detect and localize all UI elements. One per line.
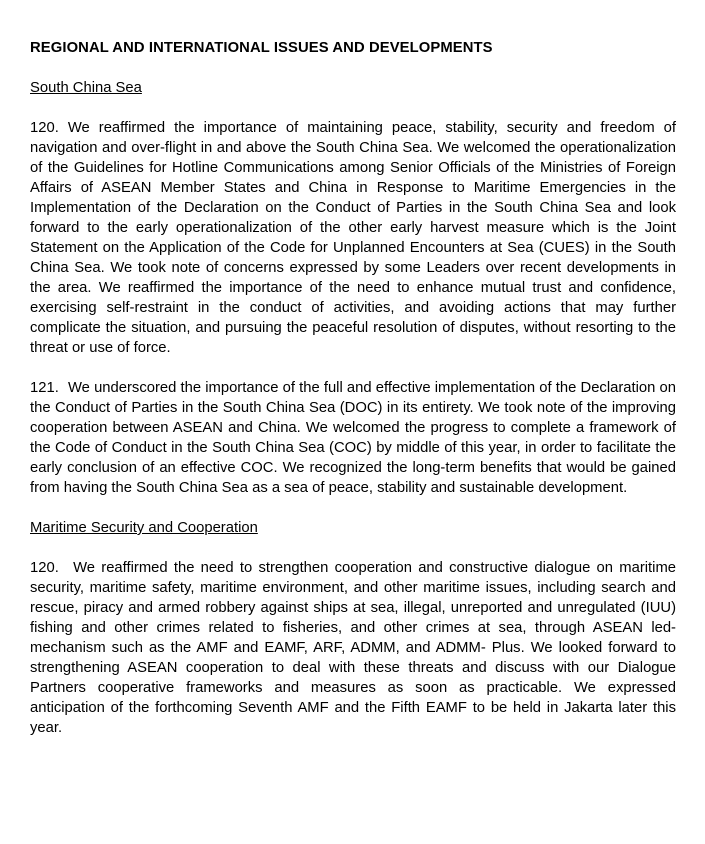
paragraph-number: 120.	[30, 120, 59, 136]
section-heading-south-china-sea: South China Sea	[30, 80, 142, 96]
paragraph-120-south-china-sea	[30, 118, 676, 358]
paragraph-number: 120.	[30, 560, 59, 576]
paragraph-121-south-china-sea	[30, 378, 676, 498]
document-title: REGIONAL AND INTERNATIONAL ISSUES AND DEVELOPMENTS	[30, 40, 493, 56]
paragraph-text: We reaffirmed the need to strengthen cooperation and constructive dialogue on maritime security, maritime safety, maritime environment, and other maritime issues, including search and rescue, piracy and armed robbery against ships at sea, illegal, unreported and unregulated (IUU) fishing and other crimes related to fisheries, and other crimes at sea, through ASEAN led-mechanism such as the AMF and EAMF, ARF, ADMM, and ADMM- Plus. We looked forward to strengthening ASEAN cooperation to deal with these threats and discuss with our Dialogue Partners cooperative frameworks and measures as soon as practicable. We expressed anticipation of the forthcoming Seventh AMF and the Fifth EAMF to be held in Jakarta later this year.	[30, 560, 676, 736]
paragraph-number: 121.	[30, 380, 59, 396]
section-heading-maritime-security: Maritime Security and Cooperation	[30, 520, 258, 536]
paragraph-120-maritime-security	[30, 558, 676, 738]
paragraph-text: We underscored the importance of the full and effective implementation of the Declaration on the Conduct of Parties in the South China Sea (DOC) in its entirety. We took note of the improving cooperation between ASEAN and China. We welcomed the progress to complete a framework of the Code of Conduct in the South China Sea (COC) by middle of this year, in order to facilitate the early conclusion of an effective COC. We recognized the long-term benefits that would be gained from having the South China Sea as a sea of peace, stability and sustainable development.	[30, 380, 676, 496]
section-maritime-security	[30, 518, 676, 738]
section-south-china-sea	[30, 78, 676, 498]
paragraph-text: We reaffirmed the importance of maintaining peace, stability, security and freedom of navigation and over-flight in and above the South China Sea. We welcomed the operationalization of the Guidelines for Hotline Communications among Senior Officials of the Ministries of Foreign Affairs of ASEAN Member States and China in Response to Maritime Emergencies in the Implementation of the Declaration on the Conduct of Parties in the South China Sea and look forward to the early operationalization of the other early harvest measure which is the Joint Statement on the Application of the Code for Unplanned Encounters at Sea (CUES) in the South China Sea. We took note of concerns expressed by some Leaders over recent developments in the area. We reaffirmed the importance of the need to enhance mutual trust and confidence, exercising self-restraint in the conduct of activities, and avoiding actions that may further complicate the situation, and pursuing the peaceful resolution of disputes, without resorting to the threat or use of force.	[30, 120, 676, 356]
